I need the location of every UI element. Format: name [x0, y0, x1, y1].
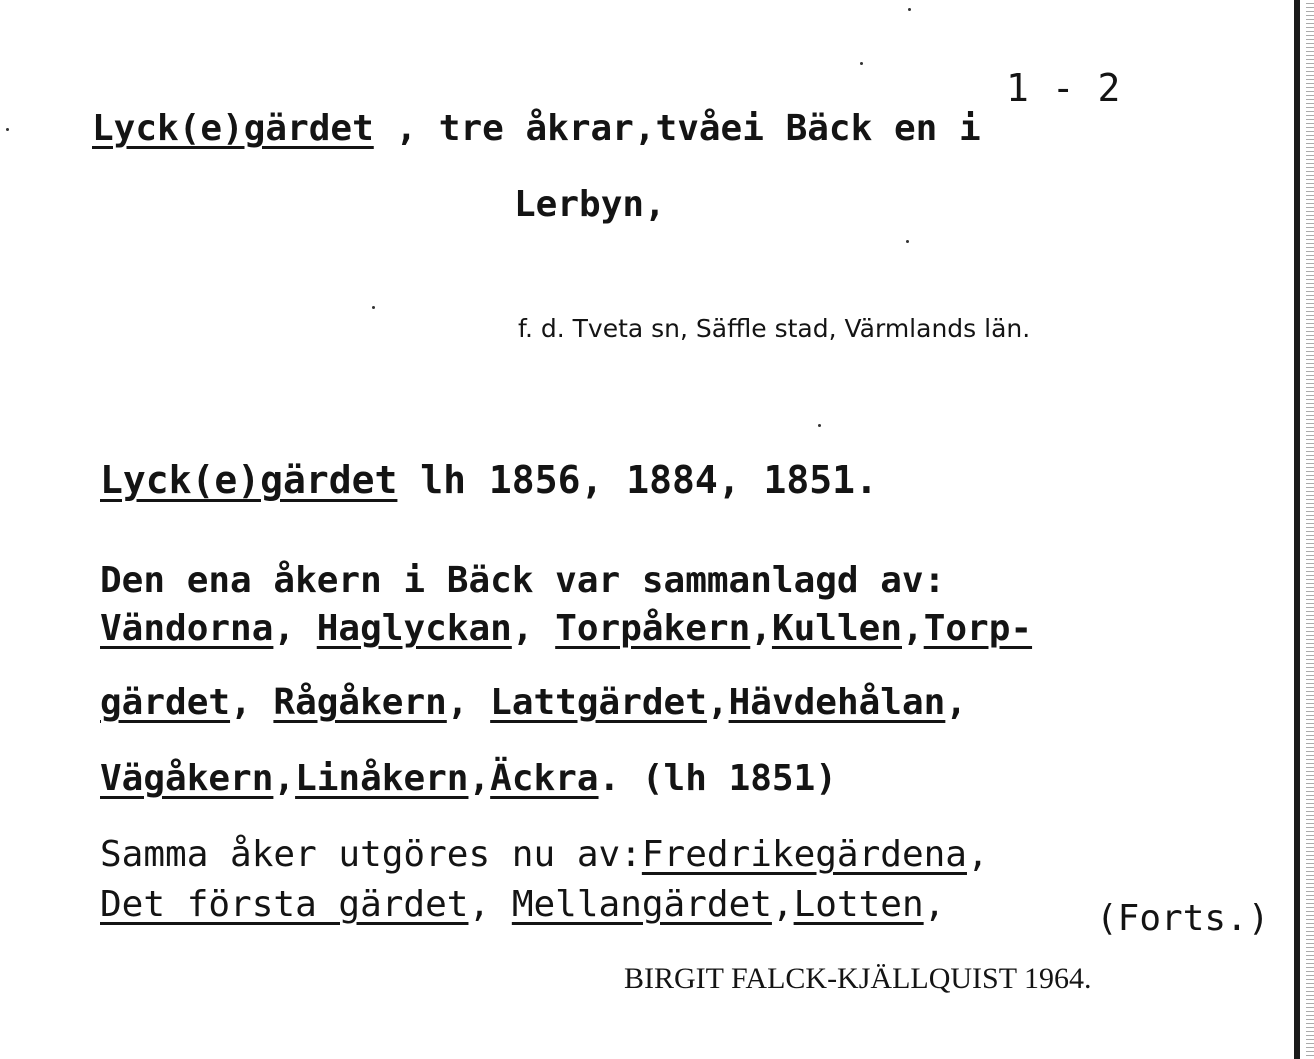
field-name: Vägåkern — [100, 758, 274, 799]
entry-line-5 — [100, 608, 1032, 649]
speck — [372, 306, 375, 309]
entry-line-2: Lerbyn, — [514, 184, 666, 225]
field-name: Haglyckan — [316, 608, 512, 649]
entry-line-8 — [100, 834, 989, 875]
entry-line-6 — [100, 682, 967, 723]
separator: , — [706, 682, 729, 723]
entry-text: Samma åker utgöres nu av: — [100, 834, 642, 875]
entry-line-3 — [100, 458, 878, 502]
separator: , — [966, 834, 989, 875]
separator: , — [945, 682, 968, 723]
location-text: f. d. Tveta sn, Säffle stad, Värmlands län. — [518, 314, 1031, 343]
author-signature: BIRGIT FALCK-KJÄLLQUIST 1964. — [624, 962, 1092, 995]
field-name: Äckra — [490, 758, 599, 799]
place-name: Lyck(e)gärdet — [92, 108, 374, 149]
continued-marker: (Forts.) — [1096, 898, 1270, 939]
separator: , — [468, 884, 512, 925]
field-name: Mellangärdet — [511, 884, 772, 925]
field-name: Torp- — [923, 608, 1033, 649]
entry-line-4: Den ena åkern i Bäck var sammanlagd av: — [100, 560, 946, 601]
place-name: Lyck(e)gärdet — [100, 458, 398, 502]
separator: , — [273, 758, 296, 799]
speck — [906, 240, 909, 243]
separator: , — [446, 682, 491, 723]
field-name: Fredrikegärdena — [641, 834, 967, 875]
field-name: Lotten — [793, 884, 924, 925]
separator: , — [923, 884, 946, 925]
separator: , — [230, 682, 274, 723]
entry-line-1 — [92, 108, 981, 149]
entry-line-7 — [100, 758, 837, 799]
field-name: Det första gärdet — [100, 884, 469, 925]
speck — [818, 424, 821, 427]
field-name: Lattgärdet — [490, 682, 707, 723]
separator: , — [273, 608, 317, 649]
separator: , — [468, 758, 491, 799]
entry-text: lh 1856, 1884, 1851. — [397, 458, 878, 502]
field-name: Kullen — [771, 608, 902, 649]
entry-line-9 — [100, 884, 945, 925]
entry-text: , tre åkrar,tvåei Bäck en i — [373, 108, 981, 149]
card-edge-border — [1306, 0, 1314, 1059]
field-name: Torpåkern — [555, 608, 751, 649]
speck — [908, 8, 911, 11]
field-name: Linåkern — [295, 758, 469, 799]
card-edge-shadow — [1294, 0, 1300, 1059]
separator: , — [750, 608, 772, 649]
separator: , — [902, 608, 924, 649]
separator: , — [511, 608, 556, 649]
field-name: gärdet — [100, 682, 231, 723]
speck — [860, 62, 863, 65]
field-name: Hävdehålan — [728, 682, 946, 723]
field-name: Rågåkern — [273, 682, 447, 723]
entry-text: . (lh 1851) — [598, 758, 837, 799]
speck — [6, 128, 9, 131]
separator: , — [771, 884, 794, 925]
field-name: Vändorna — [100, 608, 274, 649]
card-number: 1 - 2 — [1006, 66, 1121, 110]
